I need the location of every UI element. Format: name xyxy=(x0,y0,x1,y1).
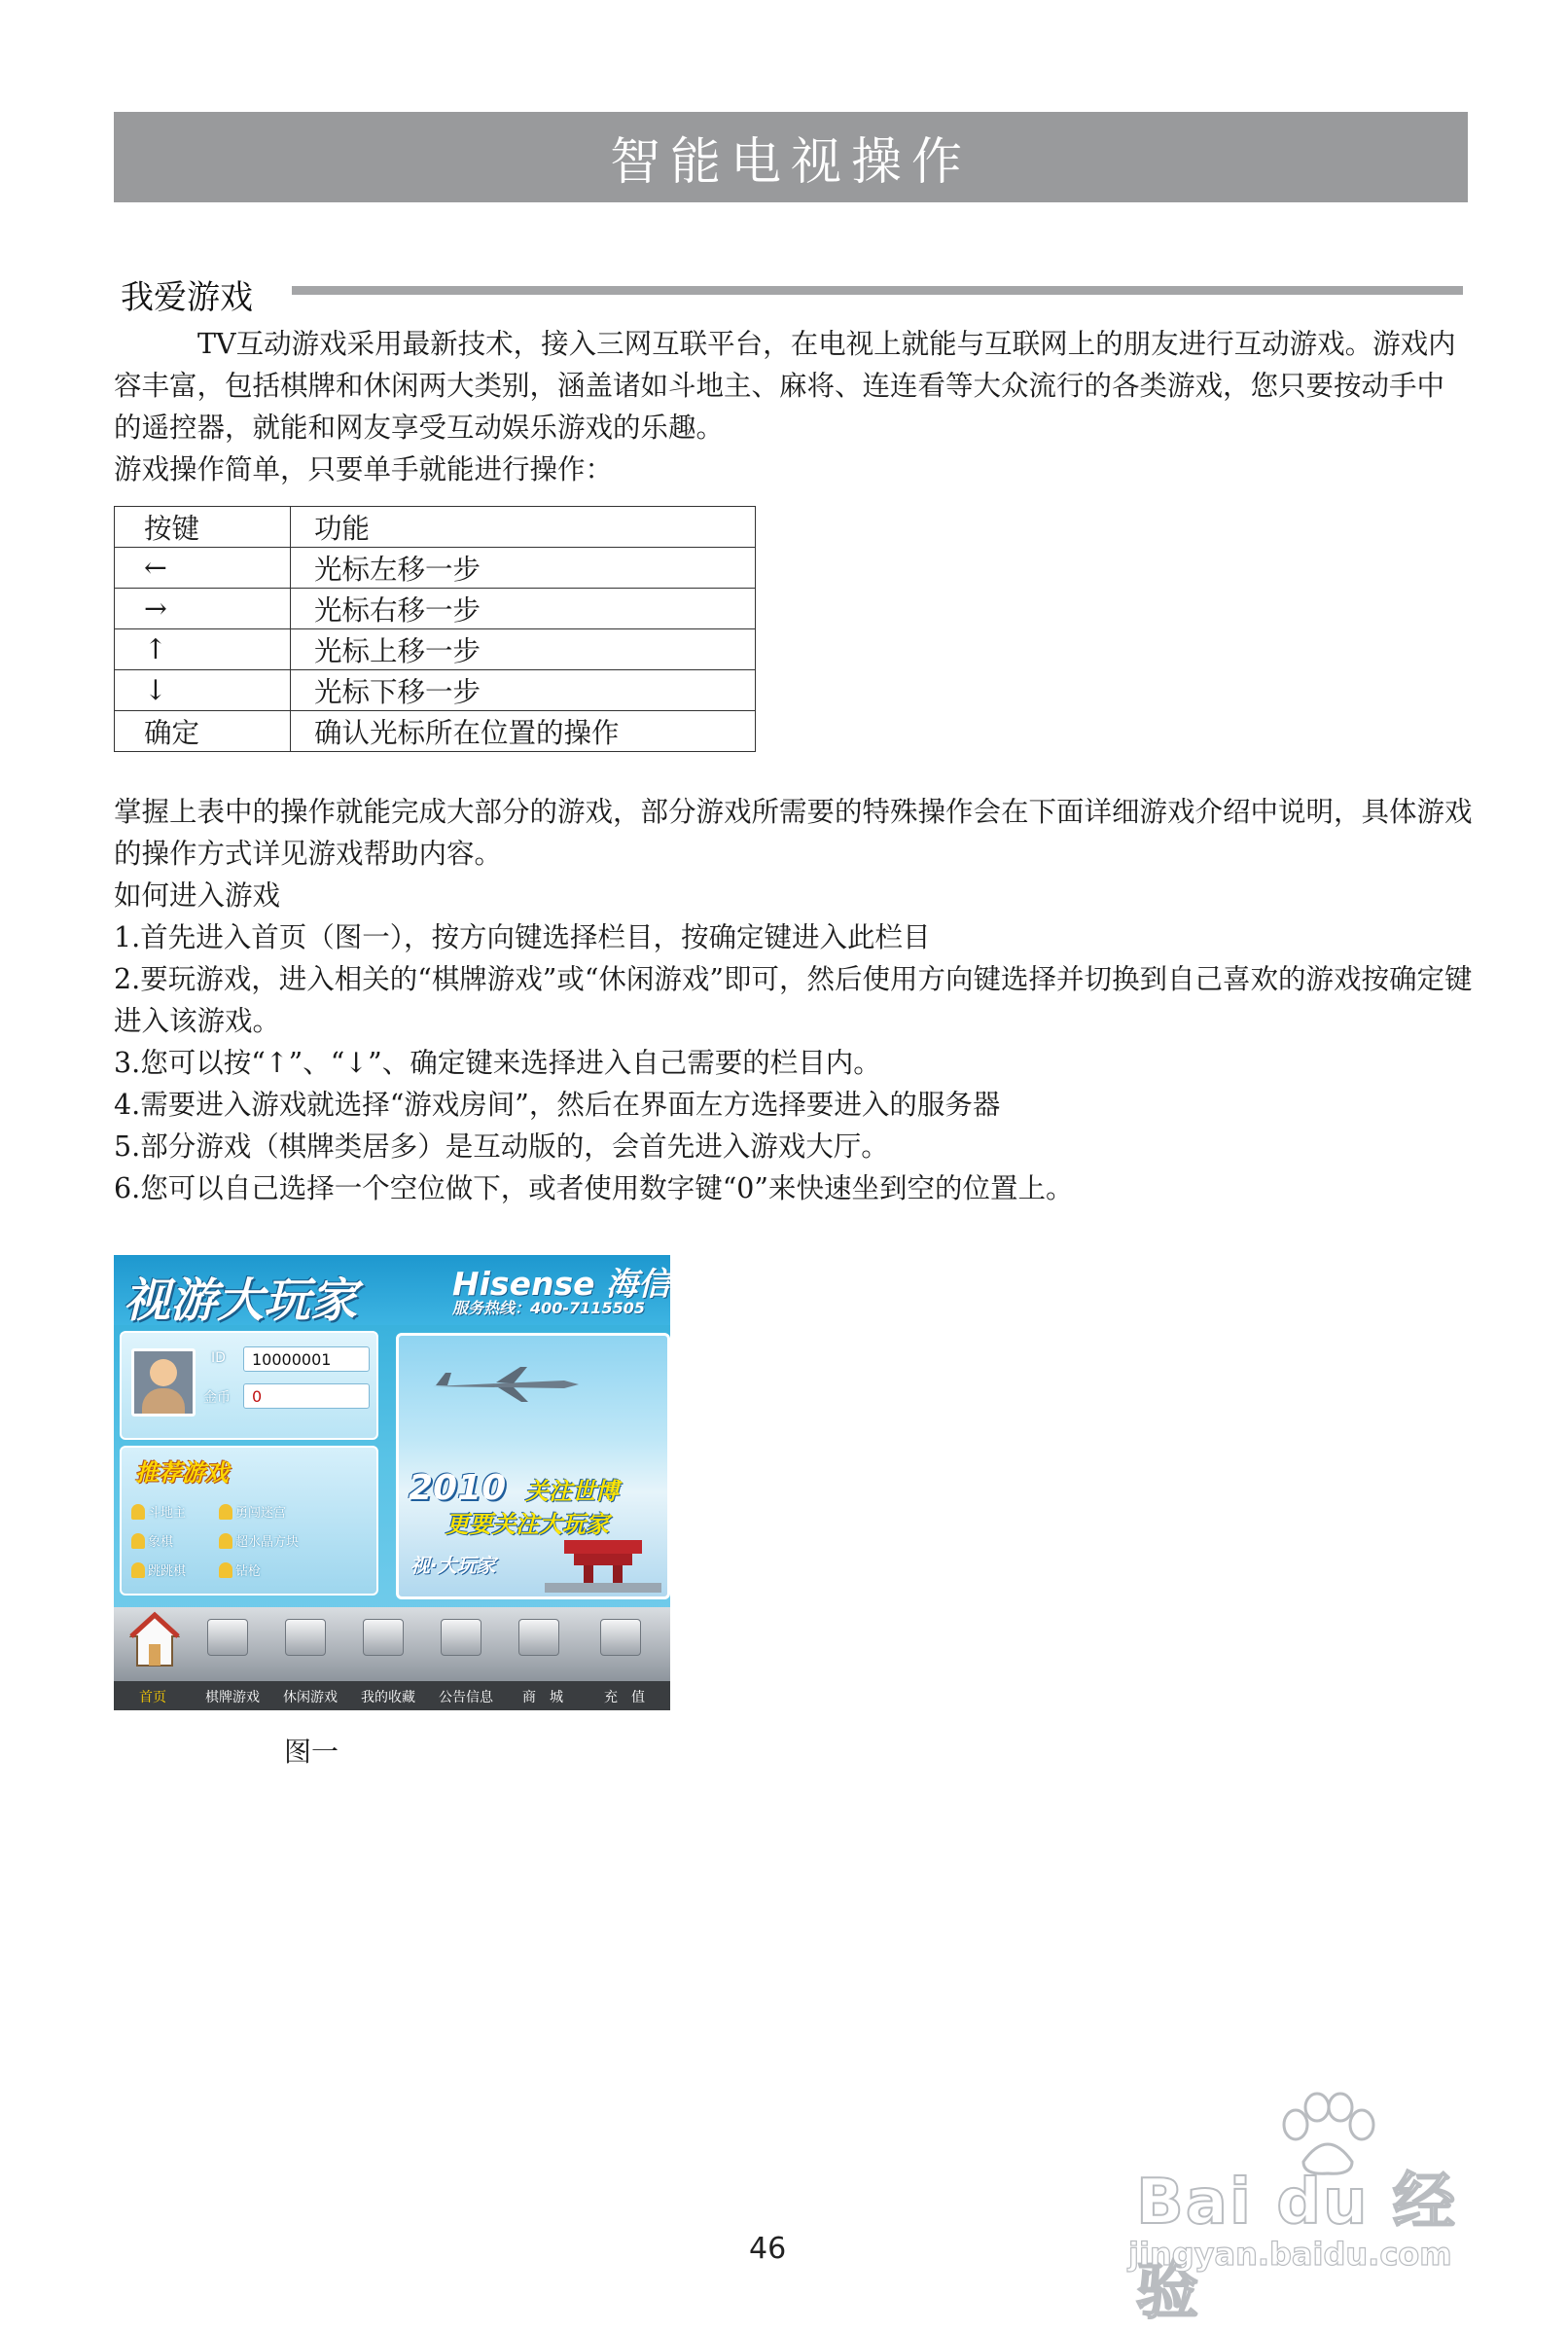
key-cell: → xyxy=(115,589,291,629)
cards-icon[interactable] xyxy=(207,1619,248,1656)
brand-logo: Hisense 海信 xyxy=(452,1265,670,1303)
shop-icon[interactable] xyxy=(518,1619,559,1656)
step-4: 4.需要进入游戏就选择“游戏房间”，然后在界面左方选择要进入的服务器 xyxy=(114,1089,1001,1121)
section-rule xyxy=(292,286,1463,295)
table-note: 掌握上表中的操作就能完成大部分的游戏，部分游戏所需要的特殊操作会在下面详细游戏介绍中说明，具体游戏的操作方式详见游戏帮助内容。 xyxy=(114,796,1473,870)
coin-field: 0 xyxy=(243,1383,370,1409)
megaphone-icon[interactable] xyxy=(441,1619,481,1656)
chapter-title: 智能电视操作 xyxy=(609,133,972,192)
figure-caption: 图一 xyxy=(284,1736,339,1768)
intro-line: 游戏操作简单，只要单手就能进行操作： xyxy=(114,453,614,485)
game-label: 超水晶方块 xyxy=(235,1535,300,1550)
table-row xyxy=(115,548,756,589)
game-link-doudizhu[interactable] xyxy=(131,1502,186,1521)
avatar-body-icon xyxy=(142,1388,185,1414)
nav-card-games[interactable]: 棋牌游戏 xyxy=(205,1690,260,1705)
key-cell: ↑ xyxy=(115,629,291,670)
table-row xyxy=(115,711,756,752)
ad-headline: 关注世博 xyxy=(525,1478,619,1505)
baidu-watermark xyxy=(1128,2092,1498,2328)
game-home-screenshot xyxy=(114,1255,670,1710)
table-row xyxy=(115,629,756,670)
table-row xyxy=(115,589,756,629)
game-logo: 视游大玩家 xyxy=(124,1273,358,1328)
bell-icon xyxy=(219,1562,232,1578)
intro-paragraph: TV互动游戏采用最新技术，接入三网互联平台，在电视上就能与互联网上的朋友进行互动游戏。游戏内容丰富，包括棋牌和休闲两大类别，涵盖诸如斗地主、麻将、连连看等大众流行的各类游戏，您只要按动手中的遥控器，就能和网友享受互动娱乐游戏的乐趣。 xyxy=(114,328,1456,444)
game-link-crystal[interactable] xyxy=(219,1531,299,1550)
chapter-banner xyxy=(114,112,1468,202)
recommended-title: 推荐游戏 xyxy=(135,1459,229,1487)
page-number: 46 xyxy=(749,2232,787,2266)
avatar-face-icon xyxy=(150,1359,177,1386)
game-link-maze[interactable] xyxy=(219,1502,286,1521)
coin-label: 金币 xyxy=(203,1390,231,1406)
nav-shop[interactable]: 商 城 xyxy=(522,1690,563,1705)
step-6: 6.您可以自己选择一个空位做下，或者使用数字键“0”来快速坐到空的位置上。 xyxy=(114,1172,1074,1204)
nav-home[interactable]: 首页 xyxy=(139,1690,166,1705)
game-label: 钻枪 xyxy=(235,1564,262,1579)
gamepad-icon[interactable] xyxy=(285,1619,326,1656)
icon-dock xyxy=(114,1607,670,1681)
nav-favorites[interactable]: 我的收藏 xyxy=(361,1690,415,1705)
section-title: 我爱游戏 xyxy=(121,278,253,317)
bell-icon xyxy=(219,1533,232,1549)
step-2: 2.要玩游戏，进入相关的“棋牌游戏”或“休闲游戏”即可，然后使用方向键选择并切换到自己喜欢的游戏按确定键进入该游戏。 xyxy=(114,963,1473,1037)
function-cell: 确认光标所在位置的操作 xyxy=(291,711,756,752)
id-field: 10000001 xyxy=(243,1346,370,1372)
bell-icon xyxy=(219,1504,232,1520)
game-link-checkers[interactable] xyxy=(131,1560,186,1579)
bell-icon xyxy=(131,1533,145,1549)
key-cell: 确定 xyxy=(115,711,291,752)
expo-banner-ad[interactable] xyxy=(396,1333,670,1599)
header-function: 功能 xyxy=(291,507,756,548)
function-cell: 光标上移一步 xyxy=(291,629,756,670)
game-label: 勇闯迷宫 xyxy=(235,1506,287,1521)
table-header-row xyxy=(115,507,756,548)
airplane-icon xyxy=(428,1365,584,1404)
china-pavilion-icon xyxy=(545,1530,661,1593)
game-link-chess[interactable] xyxy=(131,1531,173,1550)
function-cell: 光标下移一步 xyxy=(291,670,756,711)
game-label: 象棋 xyxy=(148,1535,174,1550)
bell-icon xyxy=(131,1504,145,1520)
key-cell: ↓ xyxy=(115,670,291,711)
ad-mascot: 视·大玩家 xyxy=(410,1554,496,1577)
id-label: ID xyxy=(211,1350,226,1366)
ad-subheadline: 更要关注大玩家 xyxy=(445,1511,609,1538)
step-5: 5.部分游戏（棋牌类居多）是互动版的，会首先进入游戏大厅。 xyxy=(114,1130,889,1163)
watermark-logo: Bai du 经验 xyxy=(1136,2167,1457,2328)
step-3: 3.您可以按“↑”、“↓”、确定键来选择进入自己需要的栏目内。 xyxy=(114,1047,881,1079)
header-key: 按键 xyxy=(115,507,291,548)
function-cell: 光标右移一步 xyxy=(291,589,756,629)
nav-announcements[interactable]: 公告信息 xyxy=(439,1690,493,1705)
bell-icon xyxy=(131,1562,145,1578)
user-info-panel xyxy=(120,1331,378,1440)
table-row xyxy=(115,670,756,711)
recommended-games-panel xyxy=(120,1446,378,1596)
service-hotline: 服务热线：400-7115505 xyxy=(452,1299,645,1317)
game-link-gun[interactable] xyxy=(219,1560,261,1579)
ad-year: 2010 xyxy=(409,1468,507,1508)
instructions-text xyxy=(114,791,1476,1209)
intro-text xyxy=(114,323,1468,490)
watermark-url: jingyan.baidu.com xyxy=(1128,2236,1452,2273)
subheading-enter-game: 如何进入游戏 xyxy=(114,879,281,912)
nav-recharge[interactable]: 充 值 xyxy=(604,1690,645,1705)
nav-casual-games[interactable]: 休闲游戏 xyxy=(283,1690,338,1705)
key-function-table xyxy=(114,506,756,752)
bottom-nav xyxy=(114,1681,670,1710)
home-icon[interactable] xyxy=(129,1611,180,1668)
game-label: 斗地主 xyxy=(148,1506,187,1521)
coins-icon[interactable] xyxy=(600,1619,641,1656)
game-label: 跳跳棋 xyxy=(148,1564,187,1579)
key-cell: ← xyxy=(115,548,291,589)
function-cell: 光标左移一步 xyxy=(291,548,756,589)
step-1: 1.首先进入首页（图一），按方向键选择栏目，按确定键进入此栏目 xyxy=(114,921,931,953)
folder-icon[interactable] xyxy=(363,1619,404,1656)
avatar[interactable] xyxy=(131,1348,196,1417)
